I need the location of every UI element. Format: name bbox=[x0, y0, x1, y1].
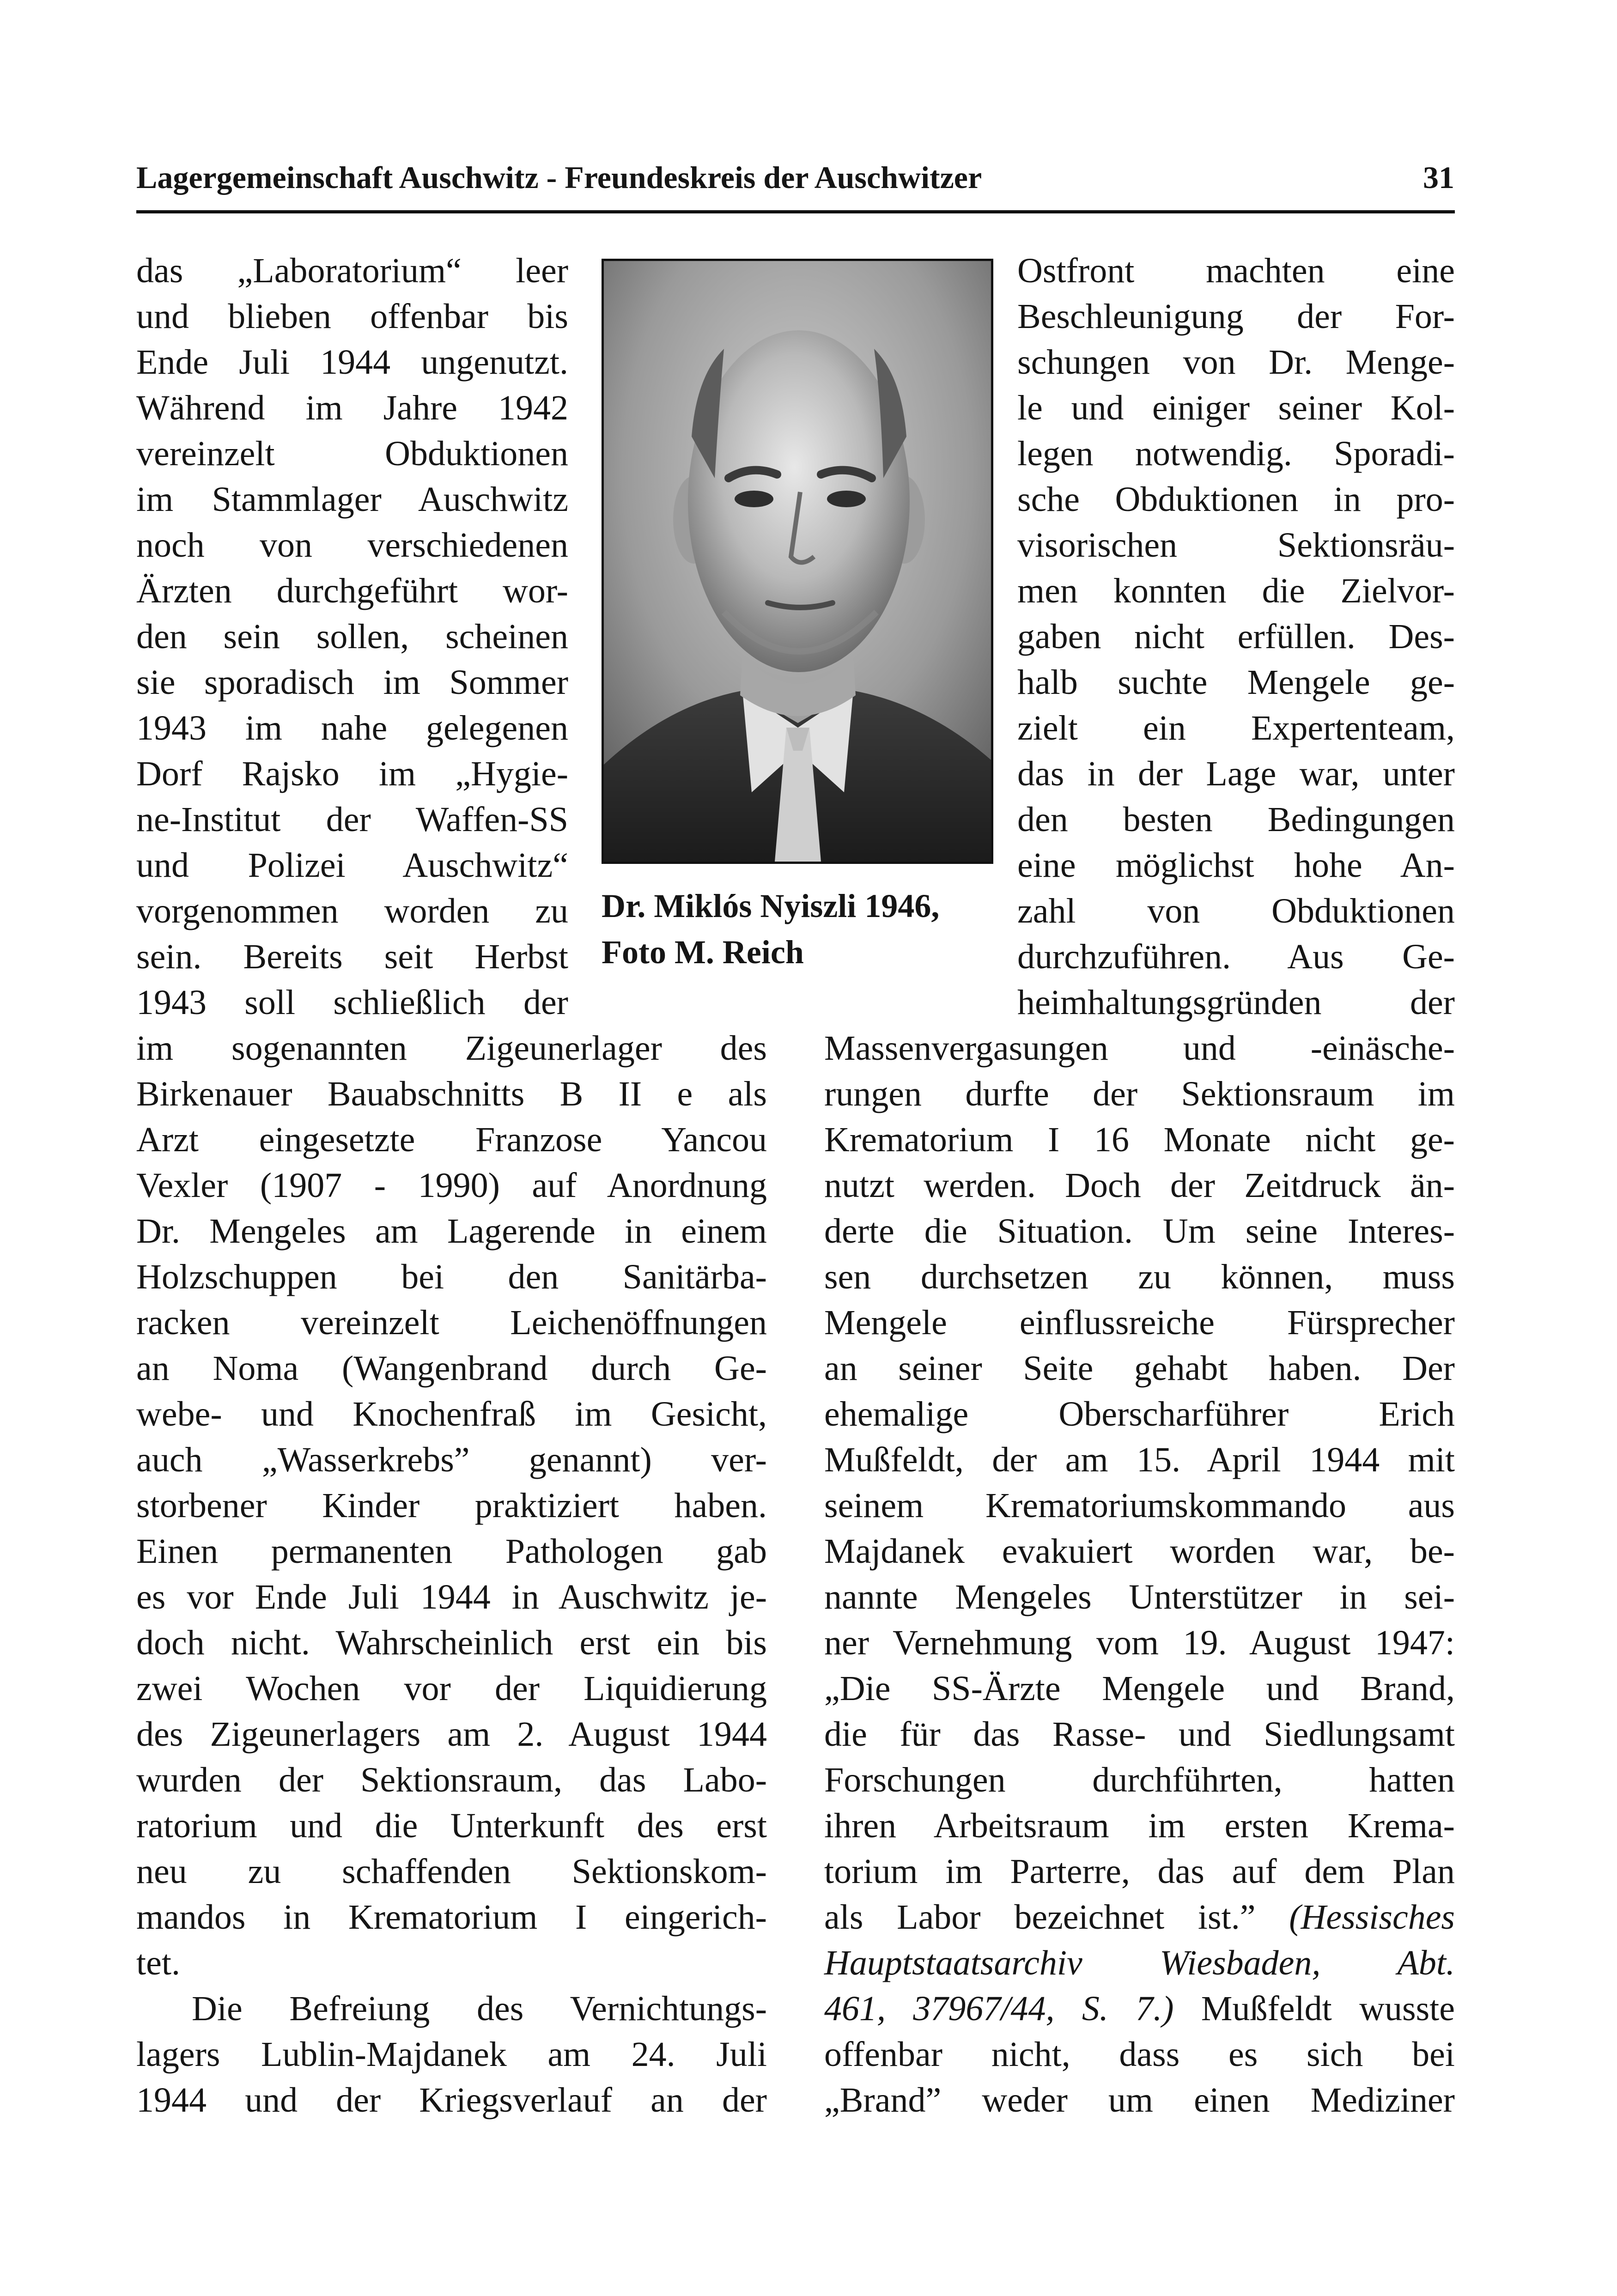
text-line: mandos in Krematorium I eingerich- bbox=[136, 1898, 767, 1937]
text-line: ratorium und die Unterkunft des erst bbox=[136, 1806, 767, 1845]
citation-italic: 461, 37967/44, S. 7.) bbox=[824, 1989, 1174, 2028]
text-line: Ostfront machten eine bbox=[1017, 251, 1455, 290]
header-rule bbox=[136, 210, 1455, 213]
photo-caption-line2: Foto M. Reich bbox=[602, 934, 804, 971]
text-line: 1943 soll schließlich der bbox=[136, 983, 568, 1022]
text-line bbox=[824, 1900, 1455, 1935]
text-line: den sein sollen, scheinen bbox=[136, 617, 568, 656]
text-line: an seiner Seite gehabt haben. Der bbox=[824, 1349, 1455, 1388]
text-line: und blieben offenbar bis bbox=[136, 297, 568, 336]
text-line: sie sporadisch im Sommer bbox=[136, 663, 568, 702]
text-line: Krematorium I 16 Monate nicht ge- bbox=[824, 1120, 1455, 1159]
text-line: die für das Rasse- und Siedlungsamt bbox=[824, 1715, 1455, 1754]
text-line: sche Obduktionen in pro- bbox=[1017, 480, 1455, 519]
text-line: webe- und Knochenfraß im Gesicht, bbox=[136, 1395, 767, 1433]
text-line: Majdanek evakuiert worden war, be- bbox=[824, 1532, 1455, 1571]
text-line: das in der Lage war, unter bbox=[1017, 754, 1455, 793]
text-line: ner Vernehmung vom 19. August 1947: bbox=[824, 1623, 1455, 1662]
text-line: halb suchte Mengele ge- bbox=[1017, 663, 1455, 702]
page-number: 31 bbox=[1423, 160, 1454, 195]
text-line: zahl von Obduktionen bbox=[1017, 892, 1455, 930]
text-span: Mußfeldt wusste bbox=[1173, 1989, 1455, 2028]
text-line: vereinzelt Obduktionen bbox=[136, 434, 568, 473]
citation-italic: (Hessisches bbox=[1289, 1898, 1455, 1937]
text-line: durchzuführen. Aus Ge- bbox=[1017, 937, 1455, 976]
text-line: nannte Mengeles Unterstützer in sei- bbox=[824, 1578, 1455, 1616]
text-line: ehemalige Oberscharführer Erich bbox=[824, 1395, 1455, 1433]
text-line: Dr. Mengeles am Lagerende in einem bbox=[136, 1212, 767, 1251]
text-line: sen durchsetzen zu können, muss bbox=[824, 1257, 1455, 1296]
text-line bbox=[824, 1991, 1455, 2026]
citation-italic: Hauptstaatsarchiv Wiesbaden, Abt. bbox=[824, 1944, 1455, 1982]
text-line: zwei Wochen vor der Liquidierung bbox=[136, 1669, 767, 1708]
text-line: Ende Juli 1944 ungenutzt. bbox=[136, 343, 568, 382]
text-line: des Zigeunerlagers am 2. August 1944 bbox=[136, 1715, 767, 1754]
text-line: Birkenauer Bauabschnitts B II e als bbox=[136, 1075, 767, 1113]
text-line: ne-Institut der Waffen-SS bbox=[136, 800, 568, 839]
text-line: Ärzten durchgeführt wor- bbox=[136, 571, 568, 610]
text-line: legen notwendig. Sporadi- bbox=[1017, 434, 1455, 473]
portrait-photo bbox=[602, 259, 993, 864]
text-line: tet. bbox=[136, 1944, 180, 1982]
text-line: visorischen Sektionsräu- bbox=[1017, 526, 1455, 565]
text-line: derte die Situation. Um seine Interes- bbox=[824, 1212, 1455, 1251]
text-line: gaben nicht erfüllen. Des- bbox=[1017, 617, 1455, 656]
text-line: doch nicht. Wahrscheinlich erst ein bis bbox=[136, 1623, 767, 1662]
text-line: lagers Lublin-Majdanek am 24. Juli bbox=[136, 2035, 767, 2074]
text-line: im sogenannten Zigeunerlager des bbox=[136, 1029, 767, 1068]
text-line: rungen durfte der Sektionsraum im bbox=[824, 1075, 1455, 1113]
text-line: 1944 und der Kriegsverlauf an der bbox=[136, 2081, 767, 2120]
text-line: 1943 im nahe gelegenen bbox=[136, 709, 568, 747]
text-line: Beschleunigung der For- bbox=[1017, 297, 1455, 336]
text-line: Dorf Rajsko im „Hygie- bbox=[136, 754, 568, 793]
text-line: noch von verschiedenen bbox=[136, 526, 568, 565]
text-line: wurden der Sektionsraum, das Labo- bbox=[136, 1761, 767, 1799]
text-line: und Polizei Auschwitz“ bbox=[136, 846, 568, 885]
text-line: neu zu schaffenden Sektionskom- bbox=[136, 1852, 767, 1891]
portrait-drawing bbox=[604, 261, 991, 862]
text-line: Forschungen durchführten, hatten bbox=[824, 1761, 1455, 1799]
text-line: das „Laboratorium“ leer bbox=[136, 251, 568, 290]
text-line: men konnten die Zielvor- bbox=[1017, 571, 1455, 610]
text-line: le und einiger seiner Kol- bbox=[1017, 389, 1455, 427]
text-line: im Stammlager Auschwitz bbox=[136, 480, 568, 519]
text-line: Einen permanenten Pathologen gab bbox=[136, 1532, 767, 1571]
text-line: eine möglichst hohe An- bbox=[1017, 846, 1455, 885]
text-line: offenbar nicht, dass es sich bei bbox=[824, 2035, 1455, 2074]
text-line: nutzt werden. Doch der Zeitdruck än- bbox=[824, 1166, 1455, 1205]
text-line: Die Befreiung des Vernichtungs- bbox=[192, 1989, 767, 2028]
text-line: racken vereinzelt Leichenöffnungen bbox=[136, 1303, 767, 1342]
text-line: „Brand” weder um einen Mediziner bbox=[824, 2081, 1455, 2120]
running-header-title: Lagergemeinschaft Auschwitz - Freundeskreis der Auschwitzer bbox=[136, 160, 982, 195]
text-line bbox=[824, 1945, 1455, 1980]
text-line: sein. Bereits seit Herbst bbox=[136, 937, 568, 976]
text-line: Vexler (1907 - 1990) auf Anordnung bbox=[136, 1166, 767, 1205]
text-line: heimhaltungsgründen der bbox=[1017, 983, 1455, 1022]
text-line: Holzschuppen bei den Sanitärba- bbox=[136, 1257, 767, 1296]
text-line: torium im Parterre, das auf dem Plan bbox=[824, 1852, 1455, 1891]
text-line: Mengele einflussreiche Fürsprecher bbox=[824, 1303, 1455, 1342]
text-line: Mußfeldt, der am 15. April 1944 mit bbox=[824, 1440, 1455, 1479]
text-line: es vor Ende Juli 1944 in Auschwitz je- bbox=[136, 1578, 767, 1616]
text-line: auch „Wasserkrebs” genannt) ver- bbox=[136, 1440, 767, 1479]
text-line: ihren Arbeitsraum im ersten Krema- bbox=[824, 1806, 1455, 1845]
photo-caption-line1: Dr. Miklós Nyiszli 1946, bbox=[602, 887, 940, 924]
text-line: Massenvergasungen und -einäsche- bbox=[824, 1029, 1455, 1068]
text-line: den besten Bedingungen bbox=[1017, 800, 1455, 839]
text-line: seinem Krematoriumskommando aus bbox=[824, 1486, 1455, 1525]
text-line: vorgenommen worden zu bbox=[136, 892, 568, 930]
text-line: zielt ein Expertenteam, bbox=[1017, 709, 1455, 747]
text-line: schungen von Dr. Menge- bbox=[1017, 343, 1455, 382]
text-span: als Labor bezeichnet ist.” bbox=[824, 1898, 1289, 1937]
text-line: „Die SS-Ärzte Mengele und Brand, bbox=[824, 1669, 1455, 1708]
text-line: Arzt eingesetzte Franzose Yancou bbox=[136, 1120, 767, 1159]
text-line: Während im Jahre 1942 bbox=[136, 389, 568, 427]
text-line: an Noma (Wangenbrand durch Ge- bbox=[136, 1349, 767, 1388]
text-line: storbener Kinder praktiziert haben. bbox=[136, 1486, 767, 1525]
